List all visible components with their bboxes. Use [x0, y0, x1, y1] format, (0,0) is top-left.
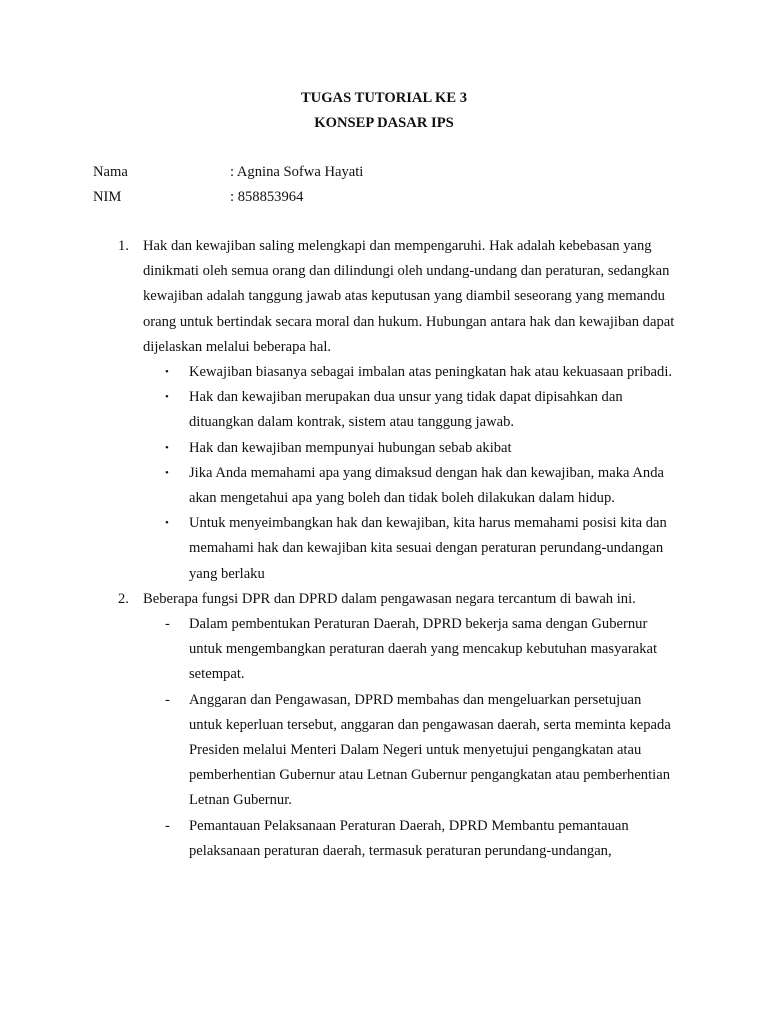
bullet-list: [143, 360, 678, 587]
bullet-icon: •: [165, 466, 169, 479]
student-info: [93, 160, 363, 210]
document-title: [0, 86, 768, 136]
dash-icon: -: [165, 616, 170, 633]
list-item: [143, 436, 678, 461]
title-line-1: TUGAS TUTORIAL KE 3: [300, 90, 468, 106]
list-item: [143, 360, 678, 385]
nim-value: : 858853964: [230, 189, 304, 205]
nim-label: NIM: [93, 189, 122, 205]
list-item-text: Hak dan kewajiban mempunyai hubungan sebab akibat: [189, 439, 512, 456]
name-label: Nama: [93, 164, 128, 180]
item-number: 1.: [118, 238, 129, 254]
dash-list: [143, 612, 678, 864]
answer-item-2: [118, 587, 678, 864]
dash-icon: -: [165, 817, 170, 834]
list-item: [143, 511, 678, 587]
list-item: [143, 461, 678, 511]
answer-list: [118, 234, 678, 864]
bullet-icon: •: [165, 366, 169, 379]
dash-icon: -: [165, 691, 170, 708]
list-item-text: Anggaran dan Pengawasan, DPRD membahas dan mengeluarkan persetujuan untuk keperluan tersebut, anggaran dan pengawasan daerah, serta meminta kepada Presiden melalui Menteri Dalam Negeri untuk menyetujui pengangkatan atau pemberhentian Gubernur atau Letnan Gubernur pengangkatan atau pemberhentian Letnan Gubernur.: [189, 691, 671, 809]
list-item: [143, 688, 678, 814]
list-item-text: Jika Anda memahami apa yang dimaksud dengan hak dan kewajiban, maka Anda akan mengetahui apa yang boleh dan tidak boleh dilakukan dalam hidup.: [189, 464, 664, 507]
bullet-icon: •: [165, 441, 169, 454]
bullet-icon: •: [165, 517, 169, 530]
item-number: 2.: [118, 590, 129, 607]
name-value: : Agnina Sofwa Hayati: [230, 164, 364, 180]
list-item-text: Hak dan kewajiban merupakan dua unsur yang tidak dapat dipisahkan dan dituangkan dalam kontrak, sistem atau tanggung jawab.: [189, 389, 623, 431]
list-item-text: Kewajiban biasanya sebagai imbalan atas peningkatan hak atau kekuasaan pribadi.: [189, 364, 673, 381]
answer-item-1: [118, 234, 678, 587]
name-row: [93, 160, 363, 185]
item-text: Hak dan kewajiban saling melengkapi dan mempengaruhi. Hak adalah kebebasan yang dinikmati oleh semua orang dan dilindungi oleh undang-undang dan peraturan, sedangkan kewajiban adalah tanggung jawab atas keputusan yang diambil seseorang yang memandu orang untuk bertindak secara moral dan hukum. Hubungan antara hak dan kewajiban dapat dijelaskan melalui beberapa hal.: [143, 238, 675, 355]
list-item-text: Untuk menyeimbangkan hak dan kewajiban, kita harus memahami posisi kita dan memahami hak dan kewajiban kita sesuai dengan peraturan perundang-undangan yang berlaku: [189, 515, 667, 582]
list-item: [143, 385, 678, 435]
list-item: [143, 612, 678, 688]
list-item-text: Pemantauan Pelaksanaan Peraturan Daerah, DPRD Membantu pemantauan pelaksanaan peraturan daerah, termasuk peraturan perundang-undangan,: [189, 817, 629, 859]
list-item-text: Dalam pembentukan Peraturan Daerah, DPRD bekerja sama dengan Gubernur untuk mengembangkan peraturan daerah yang mencakup kebutuhan masyarakat setempat.: [189, 616, 658, 683]
nim-row: [93, 185, 363, 210]
item-text: Beberapa fungsi DPR dan DPRD dalam pengawasan negara tercantum di bawah ini.: [143, 590, 636, 607]
title-line-2: KONSEP DASAR IPS: [314, 115, 454, 131]
bullet-icon: •: [165, 391, 169, 404]
list-item: [143, 814, 678, 864]
